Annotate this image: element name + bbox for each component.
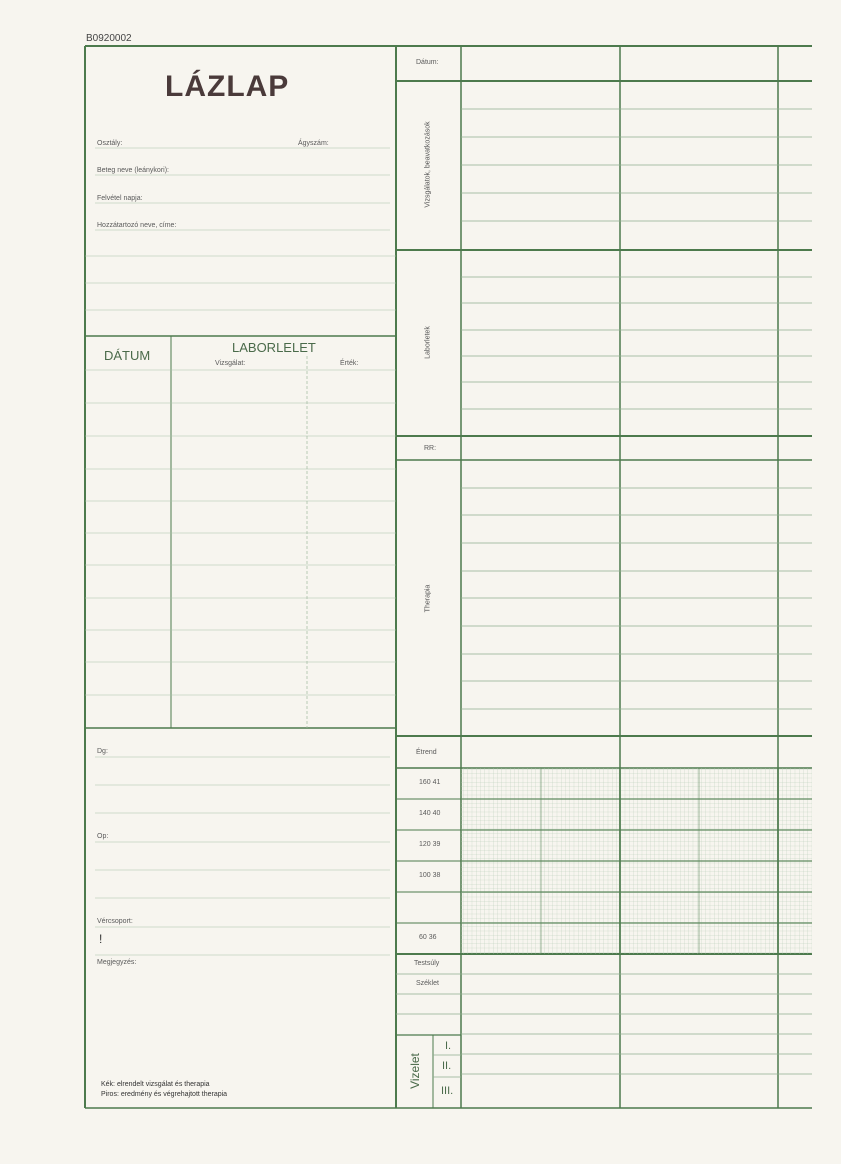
scale-label-3: 120 39 <box>419 841 441 848</box>
vizelet-row-2: II. <box>442 1060 452 1072</box>
datum-header: DÁTUM <box>104 348 151 363</box>
osztaly-label: Osztály: <box>97 140 123 147</box>
op-label: Op: <box>97 833 109 840</box>
therapia-label: Therapia <box>424 584 432 613</box>
testsuly-label: Testsúly <box>414 960 440 967</box>
page-title: LÁZLAP <box>165 70 290 103</box>
laborletek-label: Laborletek <box>424 326 432 359</box>
footer-note-red: Piros: eredmény és végrehajtott therapia <box>101 1091 228 1098</box>
laborlelet-header: LABORLELET <box>232 340 316 355</box>
vizelet-label: Vizelet <box>408 1053 422 1089</box>
datum-row-label: Dátum: <box>416 59 439 66</box>
etrend-label: Étrend <box>416 749 437 756</box>
footer-note-blue: Kék: elrendelt vizsgálat és therapia <box>101 1081 210 1088</box>
felvetel-napja-label: Felvétel napja: <box>97 195 143 202</box>
scale-label-4: 100 38 <box>419 872 441 879</box>
ertek-label: Érték: <box>340 360 359 367</box>
beteg-neve-label: Beteg neve (leánykori): <box>97 167 169 174</box>
dg-label: Dg: <box>97 748 108 755</box>
hozzatartozo-label: Hozzátartozó neve, címe: <box>97 222 177 229</box>
megjegyzes-label: Megjegyzés: <box>97 959 137 966</box>
scale-label-1: 160 41 <box>419 779 441 786</box>
agyszam-label: Ágyszám: <box>298 140 329 147</box>
rr-label: RR: <box>424 445 437 452</box>
vercsoport-label: Vércsoport: <box>97 918 133 925</box>
scale-label-6: 60 36 <box>419 934 437 941</box>
vizsgalat-label: Vizsgálat: <box>215 360 246 367</box>
vizelet-row-1: I. <box>445 1040 452 1052</box>
szeklet-label: Széklet <box>416 980 439 987</box>
scale-label-2: 140 40 <box>419 810 441 817</box>
vizsgalatok-label: Vizsgálatok, beavatkozások <box>424 121 432 208</box>
vizelet-row-3: III. <box>441 1085 454 1097</box>
vercsoport-mark: ! <box>99 932 103 946</box>
form-code: B0920002 <box>86 33 132 44</box>
